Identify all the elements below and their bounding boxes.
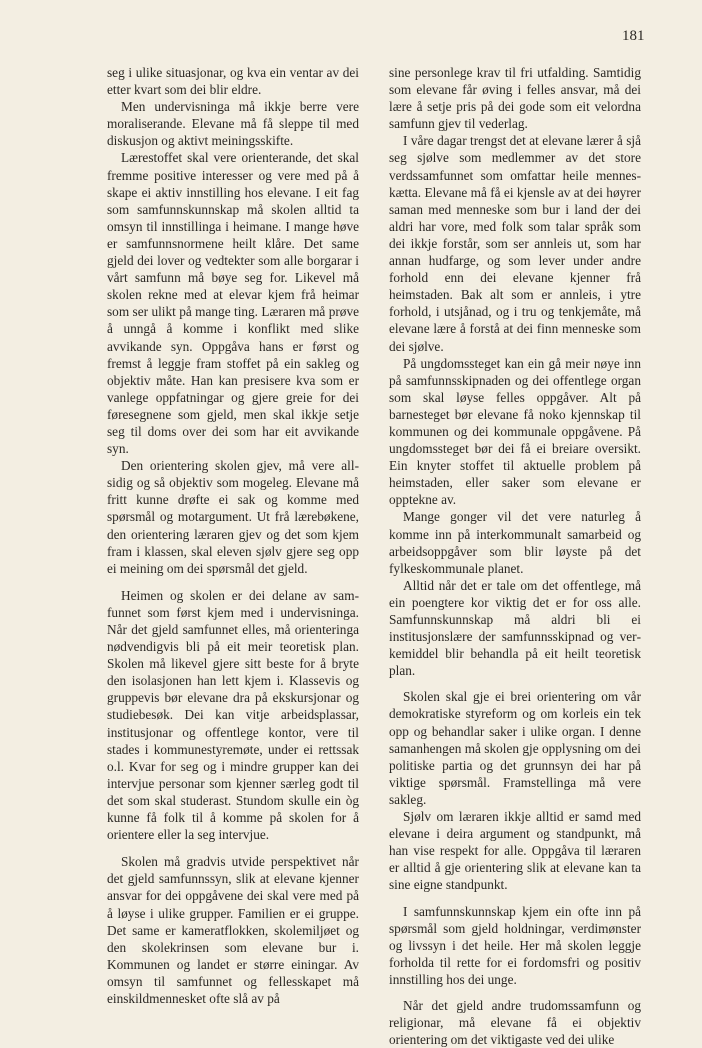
paragraph: Sjølv om læraren ikkje alltid er samd med elevane i deira argument og standpunkt, må han vise respekt for alle. Oppgåva til læraren er alltid å gje orientering slik at elevane kan ta sine eigne standpunkt. xyxy=(389,809,641,893)
paragraph: Lærestoffet skal vere orienterande, det skal fremme positive interesser og vere med på å skape ei aktiv innstilling hos elevane. I eit fag som samfunnskunnskap må skolen alltid ta omsyn til innstillinga i heimane. I mange høve er samfunnsnormene heilt klåre. Det same gjeld dei lover og vedtekter som alle borgarar i vårt samfunn må bøye seg for. Likevel må skolen rekne med at elevar kjem frå heimar som ser ulikt på mange ting. Læraren må prøve å unngå å komme i konflikt med slike avvikande syn. Oppgåva hans er først og fremst å leggje fram stoffet på ein sakleg og objektiv måte. Han kan presisere kva som er vanlege oppfatningar og gjere greie for dei føresegnene som gjeld, men skal ikkje setje seg til doms over dei som har eit avvikande syn. xyxy=(107,150,359,457)
paragraph: Mange gonger vil det vere naturleg å komme inn på interkommunalt samarbeid og arbeidsoppgåver som blir løyste på det fylkeskommunale planet. xyxy=(389,509,641,576)
left-column xyxy=(107,64,359,1007)
paragraph: seg i ulike situasjonar, og kva ein ventar av dei etter kvart som dei blir eldre. xyxy=(107,65,359,98)
paragraph: På ungdomssteget kan ein gå meir nøye inn på samfunnsskipnaden og dei offentlege organ som skal løyse felles oppgåver. Alt på barnesteget bør elevane få noko kjennskap til kommunen og dei kommunale oppgåvene. På ungdomssteget bør dei få ei breiare oversikt. Ein knyter stoffet til aktuelle problem på heimstaden, eller saker som elevane er opptekne av. xyxy=(389,355,641,508)
paragraph: sine personlege krav til fri utfalding. Samtidig som elevane får øving i felles ansvar, må dei lære å setje pris på dei gode som eit velordna samfunn gjev til vederlag. xyxy=(389,65,641,132)
right-column xyxy=(389,64,641,1048)
paragraph: I samfunnskunnskap kjem ein ofte inn på spørsmål som gjeld holdningar, verdimønster og livssyn i det heile. Her må skolen leggje forholda til rette for ei fordomsfri og positiv innstilling hos dei unge. xyxy=(389,903,641,987)
paragraph: Når det gjeld andre trudomssamfunn og religionar, må elevane få ei objektiv orientering om det viktigaste ved dei ulike xyxy=(389,997,641,1048)
paragraph: I våre dagar trengst det at elevane lærer å sjå seg sjølve som medlemmer av det store verdssamfunnet som omfattar heile menneskætta. Elevane må få ei kjensle av at dei høyrer saman med menneske som bur i land der dei aldri har vore, med folk som talar språk som dei ikkje forstår, som ser annleis ut, som har annan hudfarge, og som lever under andre forhold enn dei elevane kjenner frå heimstaden. Bak alt som er annleis, i ytre forhold, i utsjånad, og i tru og tenkjemåte, må elevane lære å forstå at dei finn menneske som dei sjølve. xyxy=(389,133,641,354)
page-number: 181 xyxy=(622,28,645,44)
paragraph: Men undervisninga må ikkje berre vere moraliserande. Elevane må få sleppe til med diskusjon og aktivt meiningsskifte. xyxy=(107,99,359,149)
paragraph: Skolen må gradvis utvide perspektivet når det gjeld samfunnssyn, slik at elevane kjenner ansvar for dei oppgåvene dei skal vere med på å løyse i ulike grupper. Familien er ei gruppe. Det same er kameratflokken, skolemiljøet og den skolekrinsen som elevane bur i. Kommunen og landet er større einingar. Av omsyn til samfunnet og fellesskapet må einskildmennesket ofte slå av på xyxy=(107,854,359,1006)
paragraph: Heimen og skolen er dei delane av samfunnet som først kjem med i undervisninga. Når det gjeld samfunnet elles, må orienteringa nødvendigvis bli på eit meir teoretisk plan. Skolen må likevel gjere sitt beste for å bryte den isolasjonen han lett kjem i. Klassevis og gruppevis bør elevane dra på ekskursjonar og studiebesøk. Dei kan vitje arbeidsplassar, institusjonar og offentlege kontor, vere til stades i kommunestyremøte, under ei rettssak o.l. Kvar for seg og i mindre grupper kan dei intervjue personar som kjenner særleg godt til det som skal studerast. Stundom skulle ein òg kunne få folk til å komme på skolen for å orientere eller la seg intervjue. xyxy=(107,587,359,843)
paragraph: Skolen skal gje ei brei orientering om vår demokratiske styreform og om korleis ein tek opp og behandlar saker i ulike organ. I denne samanhengen må skolen gje opplysning om dei politiske partia og det grunnsyn dei har på viktige spørsmål. Framstellinga må vere sakleg. xyxy=(389,689,641,807)
paragraph: Den orientering skolen gjev, må vere allsidig og så objektiv som mogeleg. Elevane må fritt kunne drøfte ei sak og komme med spørsmål og motargument. Ut frå lærebøkene, den orientering læraren gjev og det som kjem fram i klassen, skal eleven sjølv gjere seg opp ei meining om dei spørsmål det gjeld. xyxy=(107,458,359,576)
paragraph: Alltid når det er tale om det offentlege, må ein poengtere kor viktig det er for oss alle. Samfunnskunnskap må aldri bli ei institusjonslære der samfunnsskipnad og verkemiddel blir behandla på eit heilt teoretisk plan. xyxy=(389,577,641,679)
